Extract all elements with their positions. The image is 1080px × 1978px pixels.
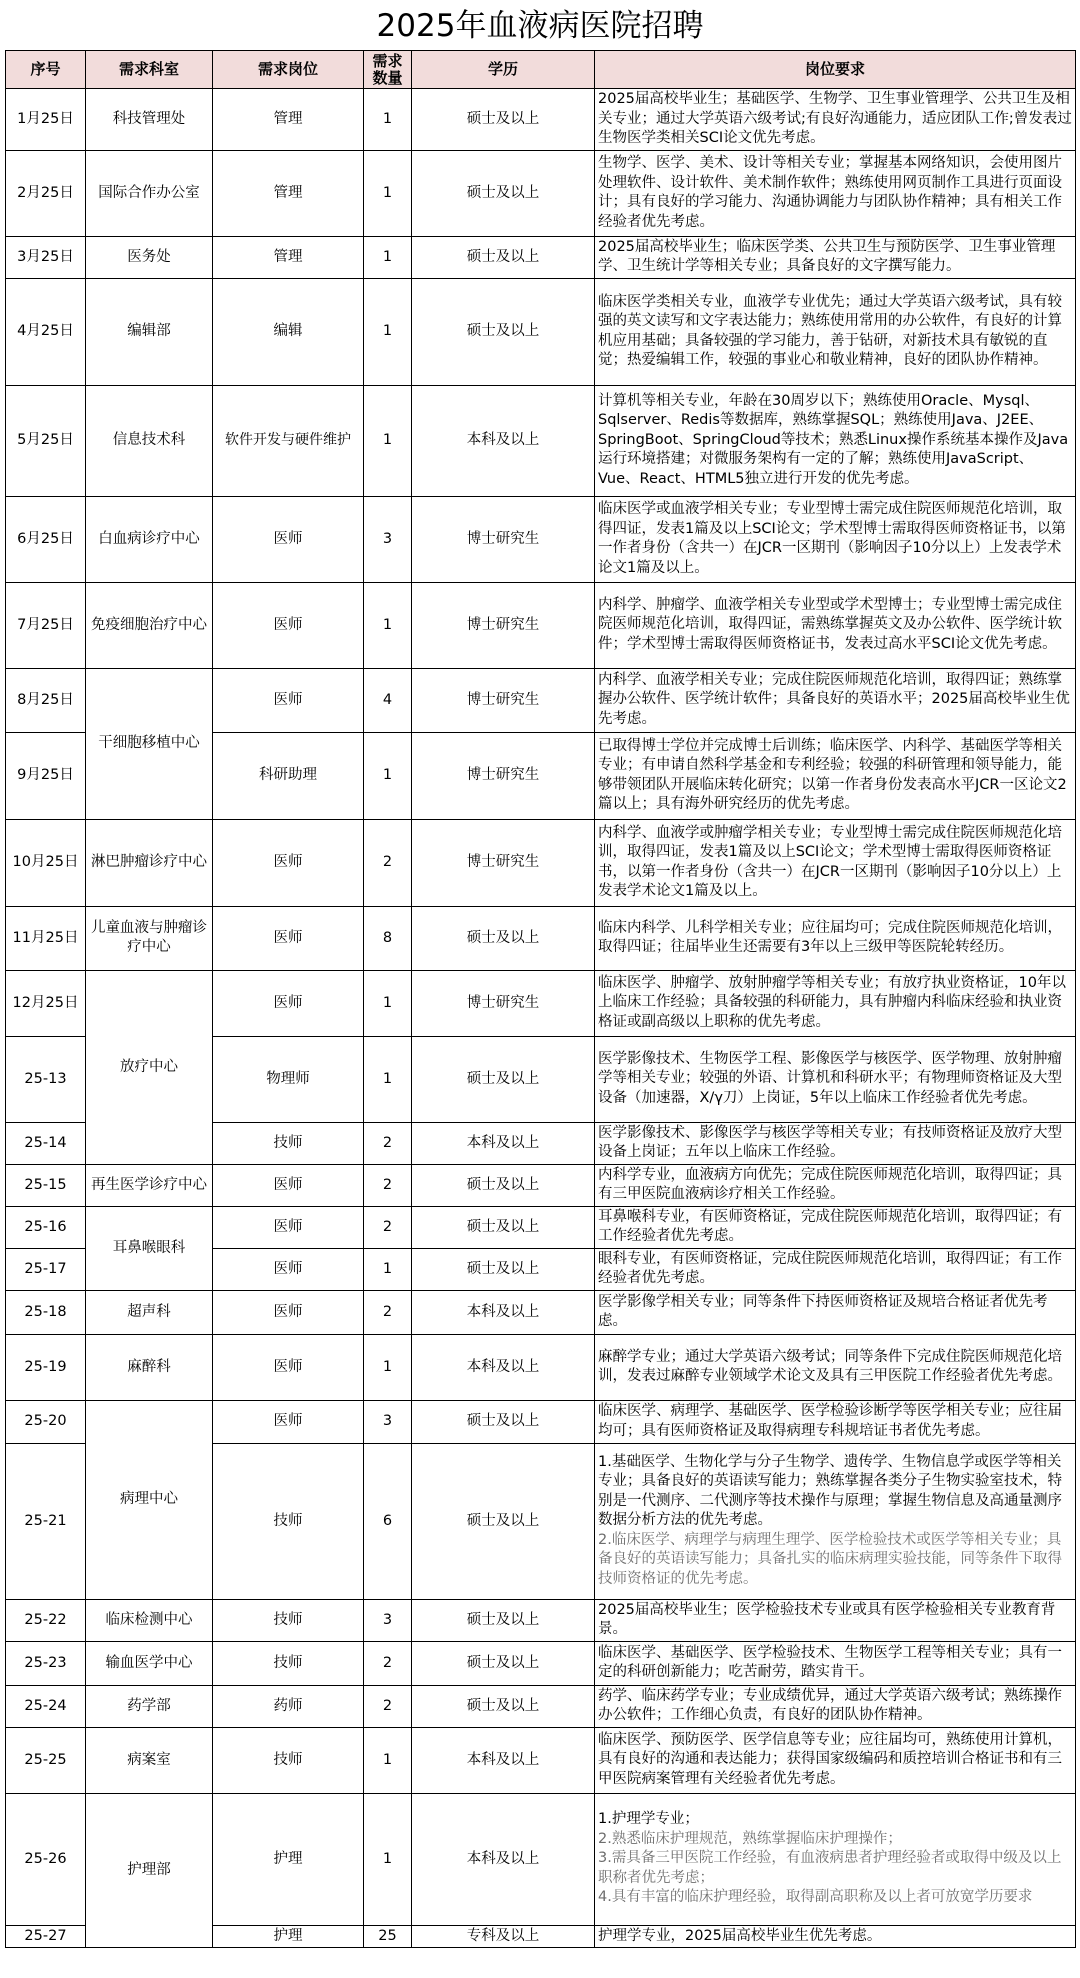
table-row xyxy=(6,970,1076,1036)
cell-count: 1 xyxy=(364,278,412,385)
cell-req: 临床医学、基础医学、医学检验技术、生物医学工程等相关专业；具有一定的科研创新能力；吃苦耐劳，踏实肯干。 xyxy=(595,1641,1076,1685)
cell-id: 3月25日 xyxy=(6,236,86,278)
cell-count: 2 xyxy=(364,1685,412,1727)
cell-dept: 超声科 xyxy=(86,1290,213,1334)
cell-dept: 病理中心 xyxy=(86,1400,213,1599)
cell-dept: 临床检测中心 xyxy=(86,1599,213,1641)
cell-position: 医师 xyxy=(213,906,364,970)
cell-req: 医学影像技术、影像医学与核医学等相关专业；有技师资格证及放疗大型设备上岗证；五年以上临床工作经验。 xyxy=(595,1122,1076,1164)
header-position: 需求岗位 xyxy=(213,51,364,89)
table-row xyxy=(6,906,1076,970)
table-row xyxy=(6,278,1076,385)
cell-req: 临床医学类相关专业，血液学专业优先；通过大学英语六级考试，具有较强的英文读写和文字表达能力；熟练使用常用的办公软件，有良好的计算机应用基础；具备较强的学习能力，善于钻研，对新技术具有敏锐的直觉；热爱编辑工作，较强的事业心和敬业精神，良好的团队协作精神。 xyxy=(595,278,1076,385)
table-row xyxy=(6,1290,1076,1334)
cell-dept: 病案室 xyxy=(86,1727,213,1793)
cell-req: 耳鼻喉科专业，有医师资格证，完成住院医师规范化培训，取得四证；有工作经验者优先考虑。 xyxy=(595,1206,1076,1248)
page-title: 2025年血液病医院招聘 xyxy=(376,8,704,44)
req-line-1: 1.护理学专业； xyxy=(598,1811,699,1828)
cell-dept: 输血医学中心 xyxy=(86,1641,213,1685)
table-row xyxy=(6,1206,1076,1248)
table-row xyxy=(6,668,1076,732)
cell-edu: 本科及以上 xyxy=(412,1334,595,1400)
cell-count: 1 xyxy=(364,1036,412,1122)
req-line-4: 4.具有丰富的临床护理经验，取得副高职称及以上者可放宽学历要求 xyxy=(598,1889,1033,1906)
cell-edu: 硕士及以上 xyxy=(412,1248,595,1290)
header-edu: 学历 xyxy=(412,51,595,89)
cell-position: 科研助理 xyxy=(213,732,364,819)
cell-edu: 本科及以上 xyxy=(412,385,595,496)
cell-dept: 淋巴肿瘤诊疗中心 xyxy=(86,819,213,906)
cell-id: 25-16 xyxy=(6,1206,86,1248)
cell-edu: 本科及以上 xyxy=(412,1290,595,1334)
cell-req: 临床医学、病理学、基础医学、医学检验诊断学等医学相关专业；应往届均可；具有医师资格证及取得病理专科规培证书者优先考虑。 xyxy=(595,1400,1076,1443)
cell-id: 2月25日 xyxy=(6,150,86,236)
cell-count: 1 xyxy=(364,1793,412,1925)
cell-count: 3 xyxy=(364,496,412,582)
cell-id: 25-13 xyxy=(6,1036,86,1122)
cell-edu: 博士研究生 xyxy=(412,819,595,906)
cell-dept: 白血病诊疗中心 xyxy=(86,496,213,582)
cell-id: 4月25日 xyxy=(6,278,86,385)
cell-req: 医学影像学相关专业；同等条件下持医师资格证及规培合格证者优先考虑。 xyxy=(595,1290,1076,1334)
cell-position: 医师 xyxy=(213,1334,364,1400)
req-line-2: 2.熟悉临床护理规范，熟练掌握临床护理操作； xyxy=(598,1830,902,1847)
cell-position: 管理 xyxy=(213,89,364,151)
cell-req: 内科学、血液学或肿瘤学相关专业；专业型博士需完成住院医师规范化培训，取得四证，发表1篇及以上SCI论文；学术型博士需取得医师资格证书，以第一作者身份（含共一）在JCR一区期刊（影响因子10分以上）上发表学术论文1篇及以上。 xyxy=(595,819,1076,906)
cell-dept: 护理部 xyxy=(86,1793,213,1948)
cell-count: 2 xyxy=(364,1290,412,1334)
cell-req: 内科学专业，血液病方向优先；完成住院医师规范化培训，取得四证；具有三甲医院血液病诊疗相关工作经验。 xyxy=(595,1164,1076,1206)
cell-dept: 科技管理处 xyxy=(86,89,213,151)
cell-count: 1 xyxy=(364,732,412,819)
cell-edu: 硕士及以上 xyxy=(412,1599,595,1641)
cell-req: 麻醉学专业；通过大学英语六级考试；同等条件下完成住院医师规范化培训，发表过麻醉专业领域学术论文及具有三甲医院工作经验者优先考虑。 xyxy=(595,1334,1076,1400)
table-row xyxy=(6,150,1076,236)
cell-position: 医师 xyxy=(213,1400,364,1443)
cell-dept: 信息技术科 xyxy=(86,385,213,496)
cell-id: 25-22 xyxy=(6,1599,86,1641)
cell-count: 2 xyxy=(364,819,412,906)
cell-req: 临床医学、预防医学、医学信息等专业；应往届均可，熟练使用计算机，具有良好的沟通和表达能力；获得国家级编码和质控培训合格证书和有三甲医院病案管理有关经验者优先考虑。 xyxy=(595,1727,1076,1793)
cell-count: 8 xyxy=(364,906,412,970)
req-item-1: 1.基础医学、生物化学与分子生物学、遗传学、生物信息学或医学等相关专业；具备良好的英语读写能力；熟练掌握各类分子生物实验室技术，特别是一代测序、二代测序等技术操作与原理；掌握生物信息及高通量测序数据分析方法的优先考虑。 xyxy=(598,1453,1062,1529)
req-item-2: 2.临床医学、病理学与病理生理学、医学检验技术或医学等相关专业；具备良好的英语读写能力；具备扎实的临床病理实验技能，同等条件下取得技师资格证的优先考虑。 xyxy=(598,1531,1062,1587)
cell-edu: 本科及以上 xyxy=(412,1122,595,1164)
cell-id: 5月25日 xyxy=(6,385,86,496)
cell-count: 1 xyxy=(364,236,412,278)
cell-id: 9月25日 xyxy=(6,732,86,819)
cell-req: 计算机等相关专业，年龄在30周岁以下；熟练使用Oracle、Mysql、Sqlserver、Redis等数据库，熟练掌握SQL；熟练使用Java、J2EE、SpringBoot、SpringCloud等技术；熟悉Linux操作系统基本操作及Java运行环境搭建；对微服务架构有一定的了解；熟练使用JavaScript、Vue、React、HTML5独立进行开发的优先考虑。 xyxy=(595,385,1076,496)
cell-position: 医师 xyxy=(213,1290,364,1334)
cell-position: 医师 xyxy=(213,668,364,732)
cell-edu: 博士研究生 xyxy=(412,582,595,668)
cell-edu: 硕士及以上 xyxy=(412,236,595,278)
cell-edu: 本科及以上 xyxy=(412,1793,595,1925)
cell-count: 1 xyxy=(364,582,412,668)
table-row xyxy=(6,1641,1076,1685)
cell-req: 2025届高校毕业生；医学检验技术专业或具有医学检验相关专业教育背景。 xyxy=(595,1599,1076,1641)
cell-count: 4 xyxy=(364,668,412,732)
cell-dept: 麻醉科 xyxy=(86,1334,213,1400)
cell-edu: 硕士及以上 xyxy=(412,150,595,236)
cell-id: 8月25日 xyxy=(6,668,86,732)
cell-count: 25 xyxy=(364,1925,412,1948)
cell-position: 医师 xyxy=(213,819,364,906)
cell-count: 2 xyxy=(364,1164,412,1206)
cell-id: 25-23 xyxy=(6,1641,86,1685)
cell-dept: 放疗中心 xyxy=(86,970,213,1164)
table-row xyxy=(6,89,1076,151)
cell-dept: 药学部 xyxy=(86,1685,213,1727)
table-row xyxy=(6,1599,1076,1641)
cell-position: 技师 xyxy=(213,1122,364,1164)
table-row xyxy=(6,496,1076,582)
cell-edu: 硕士及以上 xyxy=(412,1036,595,1122)
cell-count: 1 xyxy=(364,385,412,496)
cell-req: 已取得博士学位并完成博士后训练；临床医学、内科学、基础医学等相关专业；有申请自然科学基金和专利经验；较强的科研管理和领导能力，能够带领团队开展临床转化研究；以第一作者身份发表高水平JCR一区论文2篇以上；具有海外研究经历的优先考虑。 xyxy=(595,732,1076,819)
cell-position: 医师 xyxy=(213,970,364,1036)
header-dept: 需求科室 xyxy=(86,51,213,89)
cell-position: 技师 xyxy=(213,1641,364,1685)
table-row xyxy=(6,819,1076,906)
cell-id: 25-27 xyxy=(6,1925,86,1948)
cell-count: 6 xyxy=(364,1443,412,1599)
cell-req: 护理学专业，2025届高校毕业生优先考虑。 xyxy=(595,1925,1076,1948)
cell-dept: 医务处 xyxy=(86,236,213,278)
cell-req xyxy=(595,1793,1076,1925)
cell-id: 11月25日 xyxy=(6,906,86,970)
cell-count: 2 xyxy=(364,1206,412,1248)
cell-req: 药学、临床药学专业；专业成绩优异，通过大学英语六级考试；熟练操作办公软件；工作细心负责，有良好的团队协作精神。 xyxy=(595,1685,1076,1727)
cell-id: 25-21 xyxy=(6,1443,86,1599)
cell-req xyxy=(595,1443,1076,1599)
cell-position: 护理 xyxy=(213,1793,364,1925)
header-req: 岗位要求 xyxy=(595,51,1076,89)
cell-position: 药师 xyxy=(213,1685,364,1727)
cell-position: 护理 xyxy=(213,1925,364,1948)
cell-req: 临床医学或血液学相关专业；专业型博士需完成住院医师规范化培训，取得四证，发表1篇及以上SCI论文；学术型博士需取得医师资格证书，以第一作者身份（含共一）在JCR一区期刊（影响因子10分以上）上发表学术论文1篇及以上。 xyxy=(595,496,1076,582)
cell-edu: 硕士及以上 xyxy=(412,1400,595,1443)
cell-position: 医师 xyxy=(213,1248,364,1290)
cell-dept: 再生医学诊疗中心 xyxy=(86,1164,213,1206)
cell-count: 3 xyxy=(364,1599,412,1641)
header-count: 需求数量 xyxy=(364,51,412,89)
cell-edu: 博士研究生 xyxy=(412,732,595,819)
cell-id: 25-15 xyxy=(6,1164,86,1206)
table-row xyxy=(6,1685,1076,1727)
cell-id: 6月25日 xyxy=(6,496,86,582)
cell-edu: 专科及以上 xyxy=(412,1925,595,1948)
cell-position: 医师 xyxy=(213,496,364,582)
cell-id: 25-19 xyxy=(6,1334,86,1400)
table-row xyxy=(6,1334,1076,1400)
cell-dept: 国际合作办公室 xyxy=(86,150,213,236)
cell-position: 管理 xyxy=(213,150,364,236)
cell-edu: 博士研究生 xyxy=(412,668,595,732)
cell-id: 12月25日 xyxy=(6,970,86,1036)
cell-dept: 耳鼻喉眼科 xyxy=(86,1206,213,1290)
cell-position: 物理师 xyxy=(213,1036,364,1122)
cell-count: 2 xyxy=(364,1641,412,1685)
cell-id: 25-26 xyxy=(6,1793,86,1925)
recruitment-table xyxy=(5,50,1076,1948)
cell-position: 医师 xyxy=(213,582,364,668)
cell-edu: 硕士及以上 xyxy=(412,1685,595,1727)
cell-id: 7月25日 xyxy=(6,582,86,668)
cell-position: 管理 xyxy=(213,236,364,278)
cell-edu: 硕士及以上 xyxy=(412,1443,595,1599)
cell-position: 技师 xyxy=(213,1727,364,1793)
cell-dept: 免疫细胞治疗中心 xyxy=(86,582,213,668)
cell-dept: 编辑部 xyxy=(86,278,213,385)
cell-count: 1 xyxy=(364,1334,412,1400)
cell-id: 25-25 xyxy=(6,1727,86,1793)
cell-id: 1月25日 xyxy=(6,89,86,151)
cell-edu: 博士研究生 xyxy=(412,496,595,582)
cell-count: 2 xyxy=(364,1122,412,1164)
cell-req: 生物学、医学、美术、设计等相关专业；掌握基本网络知识，会使用图片处理软件、设计软件、美术制作软件；熟练使用网页制作工具进行页面设计；具有良好的学习能力、沟通协调能力与团队协作精神；具有相关工作经验者优先考虑。 xyxy=(595,150,1076,236)
table-row xyxy=(6,1793,1076,1925)
cell-edu: 硕士及以上 xyxy=(412,1206,595,1248)
cell-count: 1 xyxy=(364,1727,412,1793)
cell-id: 10月25日 xyxy=(6,819,86,906)
cell-edu: 本科及以上 xyxy=(412,1727,595,1793)
cell-req: 医学影像技术、生物医学工程、影像医学与核医学、医学物理、放射肿瘤学等相关专业；较强的外语、计算机和科研水平；有物理师资格证及大型设备（加速器，X/γ刀）上岗证，5年以上临床工作经验者优先考虑。 xyxy=(595,1036,1076,1122)
cell-count: 1 xyxy=(364,150,412,236)
cell-req: 内科学、肿瘤学、血液学相关专业型或学术型博士；专业型博士需完成住院医师规范化培训，取得四证，需熟练掌握英文及办公软件、医学统计软件；学术型博士需取得医师资格证书，发表过高水平SCI论文优先考虑。 xyxy=(595,582,1076,668)
cell-position: 医师 xyxy=(213,1164,364,1206)
cell-req: 内科学、血液学相关专业；完成住院医师规范化培训，取得四证；熟练掌握办公软件、医学统计软件；具备良好的英语水平；2025届高校毕业生优先考虑。 xyxy=(595,668,1076,732)
table-row xyxy=(6,236,1076,278)
table-row xyxy=(6,1400,1076,1443)
cell-edu: 硕士及以上 xyxy=(412,1641,595,1685)
cell-req: 临床内科学、儿科学相关专业；应往届均可；完成住院医师规范化培训，取得四证；往届毕业生还需要有3年以上三级甲等医院轮转经历。 xyxy=(595,906,1076,970)
cell-edu: 博士研究生 xyxy=(412,970,595,1036)
cell-count: 1 xyxy=(364,1248,412,1290)
cell-position: 技师 xyxy=(213,1443,364,1599)
cell-edu: 硕士及以上 xyxy=(412,278,595,385)
cell-req: 临床医学、肿瘤学、放射肿瘤学等相关专业；有放疗执业资格证，10年以上临床工作经验；具备较强的科研能力，具有肿瘤内科临床经验和执业资格证或副高级以上职称的优先考虑。 xyxy=(595,970,1076,1036)
cell-count: 1 xyxy=(364,970,412,1036)
cell-id: 25-20 xyxy=(6,1400,86,1443)
cell-position: 编辑 xyxy=(213,278,364,385)
cell-edu: 硕士及以上 xyxy=(412,906,595,970)
cell-id: 25-14 xyxy=(6,1122,86,1164)
table-row xyxy=(6,582,1076,668)
header-id: 序号 xyxy=(6,51,86,89)
table-header-row xyxy=(6,51,1076,89)
table-row xyxy=(6,1727,1076,1793)
table-row xyxy=(6,385,1076,496)
cell-dept: 干细胞移植中心 xyxy=(86,668,213,819)
cell-count: 3 xyxy=(364,1400,412,1443)
cell-position: 医师 xyxy=(213,1206,364,1248)
cell-edu: 硕士及以上 xyxy=(412,89,595,151)
cell-edu: 硕士及以上 xyxy=(412,1164,595,1206)
cell-req: 2025届高校毕业生；临床医学类、公共卫生与预防医学、卫生事业管理学、卫生统计学等相关专业；具备良好的文字撰写能力。 xyxy=(595,236,1076,278)
cell-position: 软件开发与硬件维护 xyxy=(213,385,364,496)
cell-id: 25-18 xyxy=(6,1290,86,1334)
req-line-3: 3.需具备三甲医院工作经验，有血液病患者护理经验者或取得中级及以上职称者优先考虑； xyxy=(598,1850,1062,1886)
cell-id: 25-17 xyxy=(6,1248,86,1290)
cell-count: 1 xyxy=(364,89,412,151)
table-row xyxy=(6,1164,1076,1206)
cell-req: 2025届高校毕业生；基础医学、生物学、卫生事业管理学、公共卫生及相关专业；通过大学英语六级考试;有良好沟通能力，适应团队工作;曾发表过生物医学类相关SCI论文优先考虑。 xyxy=(595,89,1076,151)
cell-req: 眼科专业，有医师资格证，完成住院医师规范化培训，取得四证；有工作经验者优先考虑。 xyxy=(595,1248,1076,1290)
cell-dept: 儿童血液与肿瘤诊疗中心 xyxy=(86,906,213,970)
cell-position: 技师 xyxy=(213,1599,364,1641)
cell-id: 25-24 xyxy=(6,1685,86,1727)
